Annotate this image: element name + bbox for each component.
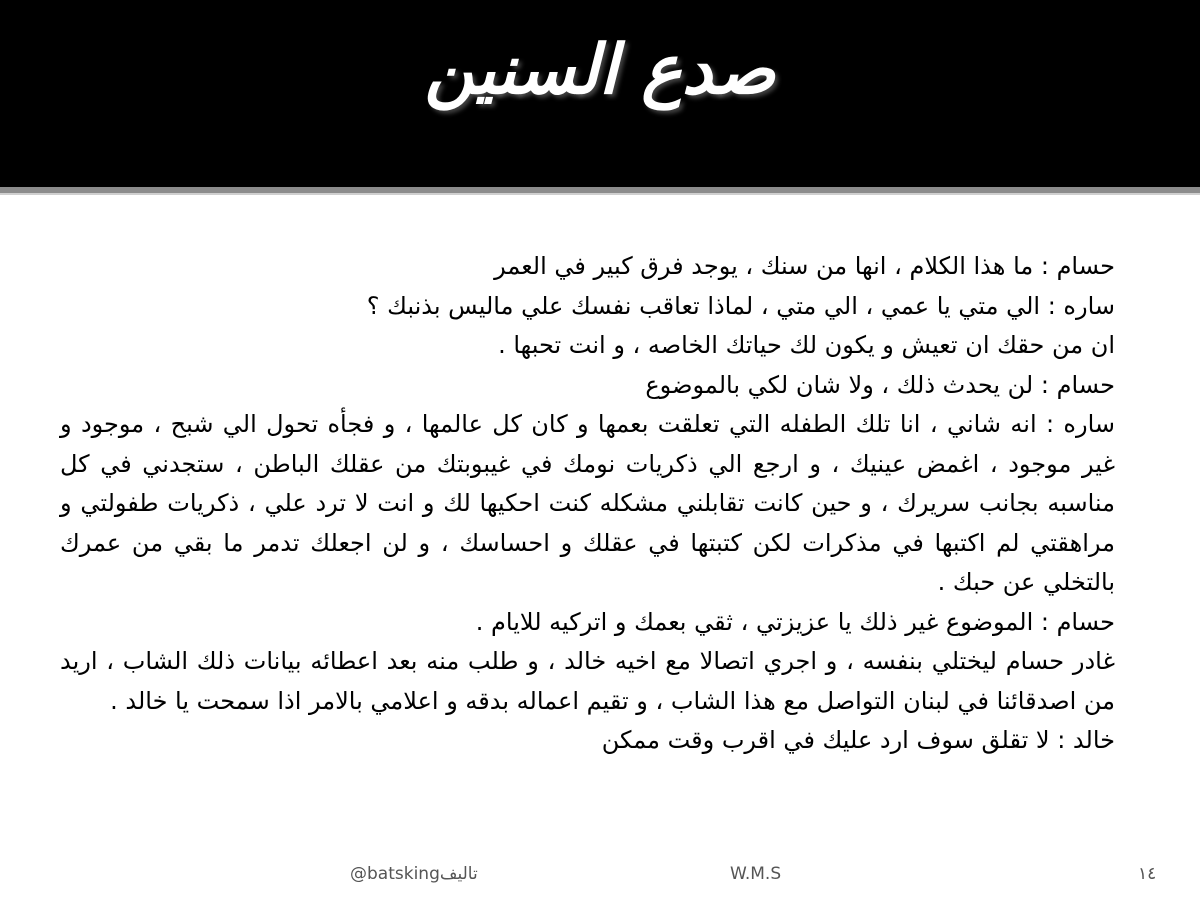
title-divider-shadow (0, 193, 1200, 195)
footer-author: @batskingتاليف (350, 864, 478, 884)
dialogue-line-sara-2: ساره : انه شاني ، انا تلك الطفله التي تعلقت بعمها و كان كل عالمها ، و فجأه تحول الي شبح ، موجود و غير موجود ، اغمض عينيك ، و ارجع الي ذكريات نومك في غيبوبتك من عقلك الباطن ، ستجدني في كل مناسبه بجانب سريرك ، و حين كانت تقابلني مشكله كنت احكيها لك و انت لا ترد علي ، ذكريات طفولتي و مراهقتي لم اكتبها في مذكرات لكن كتبتها في عقلك و احساسك ، و لن اجعلك تدمر ما بقي من عمرك بالتخلي عن حبك . (60, 410, 1115, 596)
footer-initials: W.M.S (730, 864, 782, 884)
dialogue-line-sara-1-cont: ان من حقك ان تعيش و يكون لك حياتك الخاصه ، و انت تحبها . (498, 331, 1115, 359)
narration-paragraph: غادر حسام ليختلي بنفسه ، و اجري اتصالا مع اخيه خالد ، و طلب منه بعد اعطائه بيانات ذلك الشاب ، اريد من اصدقائنا في لبنان التواصل مع هذا الشاب ، و تقيم اعماله بدقه و اعلامي بالامر اذا سمحت يا خالد . (60, 647, 1115, 715)
title-banner (0, 0, 1200, 187)
dialogue-line-hossam-3: حسام : الموضوع غير ذلك يا عزيزتي ، ثقي بعمك و اتركيه للايام . (475, 607, 1115, 636)
page-title: صدع السنين (424, 30, 776, 110)
story-text (60, 247, 1115, 761)
dialogue-line-hossam-1: حسام : ما هذا الكلام ، انها من سنك ، يوجد فرق كبير في العمر (494, 252, 1115, 280)
dialogue-line-hossam-2: حسام : لن يحدث ذلك ، ولا شان لكي بالموضوع (645, 370, 1115, 399)
page-number: ١٤ (1138, 864, 1157, 884)
dialogue-line-sara-1: ساره : الي متي يا عمي ، الي متي ، لماذا تعاقب نفسك علي ماليس بذنبك ؟ (366, 291, 1115, 320)
dialogue-line-khaled: خالد : لا تقلق سوف ارد عليك في اقرب وقت ممكن (601, 726, 1115, 754)
